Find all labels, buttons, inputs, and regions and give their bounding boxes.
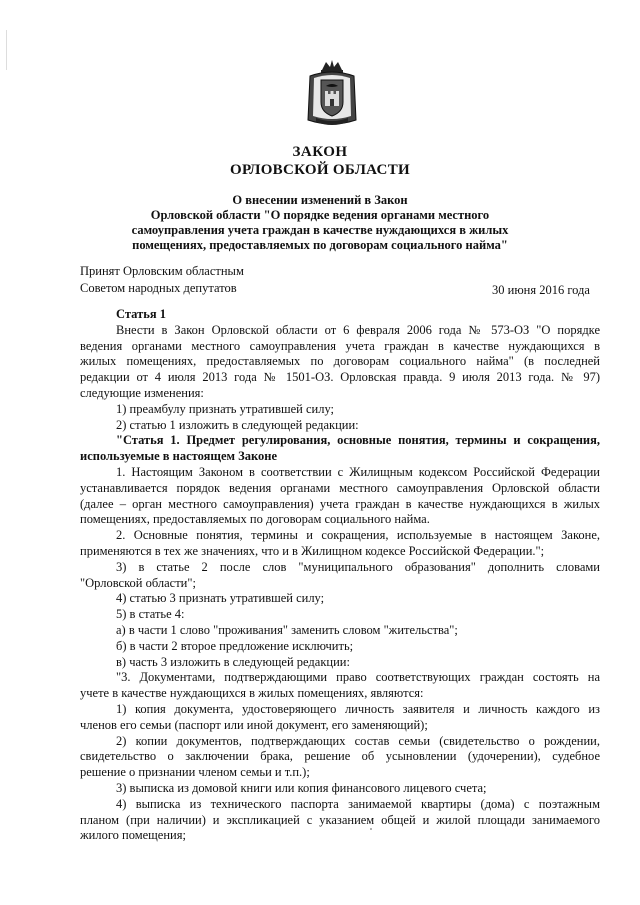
scan-edge-mark [6,30,7,70]
article-1-heading: "Статья 1. Предмет регулирования, основные понятия, термины и сокращения, [116,433,600,448]
paragraph-line: устанавливается порядок ведения органами местного самоуправления Орловской области [80,480,600,495]
paragraph-line: 2. Основные понятия, термины и сокращения, используемые в настоящем Законе, [116,528,600,543]
list-item: 4) статью 3 признать утратившей силу; [116,591,325,606]
list-item: планом (при наличии) и экспликацией с указанием общей и жилой площади занимаемого [80,812,600,827]
paragraph-line: ведения органами местного самоуправления учета граждан в качестве нуждающихся в [80,338,600,353]
coat-of-arms-icon [306,58,358,128]
list-item: 1) копия документа, удостоверяющего личность заявителя и личность каждого из [116,701,600,716]
paragraph-line: редакции от 4 июля 2013 года № 1501-ОЗ. Орловская правда. 9 июля 2013 года. № 97) [80,370,600,385]
subject-line: Орловской области "О порядке ведения органами местного [150,208,490,222]
list-item: 1) преамбулу признать утратившей силу; [116,401,335,416]
paragraph-line: помещениях, предоставляемых по договорам социального найма. [80,512,430,527]
scan-speck [370,828,372,830]
paragraph-line: следующие изменения: [80,385,204,400]
subject-line: самоуправления учета граждан в качестве нуждающихся в жилых [131,223,509,237]
paragraph-line: учете в качестве нуждающихся в жилых помещениях, являются: [80,686,424,701]
list-item: жилого помещения; [80,828,186,843]
paragraph-line: "3. Документами, подтверждающими право соответствующих граждан состоять на [116,670,600,685]
law-subject [0,193,640,253]
list-item: 4) выписка из технического паспорта занимаемой квартиры (дома) с поэтажным [116,796,600,811]
list-item: решение о признании членом семьи и т.п.); [80,765,310,780]
adoption-line: Принят Орловским областным [80,264,244,278]
list-item: 5) в статье 4: [116,607,185,622]
law-body [80,307,600,844]
list-item: членов его семьи (паспорт или иной документ, его заменяющий); [80,717,428,732]
paragraph-line: (далее – орган местного самоуправления) учета граждан в качестве нуждающихся в жилых [80,496,600,511]
adoption-date: 30 июня 2016 года [492,283,590,297]
list-item: а) в части 1 слово "проживания" заменить словом "жительства"; [116,622,458,637]
paragraph-line: 1. Настоящим Законом в соответствии с Жилищным кодексом Российской Федерации [116,464,600,479]
adoption-block [80,263,244,297]
list-item: 2) копии документов, подтверждающих состав семьи (свидетельство о рождении, [116,733,600,748]
list-item: 3) выписка из домовой книги или копия финансового лицевого счета; [116,780,487,795]
article-heading: Статья 1 [116,307,166,321]
paragraph-line: Внести в Закон Орловской области от 6 февраля 2006 года № 573-ОЗ "О порядке [116,322,600,337]
list-item: "Орловской области"; [80,575,196,590]
list-item: 2) статью 1 изложить в следующей редакции: [116,417,359,432]
paragraph-line: применяются в тех же значениях, что и в Жилищном кодексе Российской Федерации."; [80,543,545,558]
law-title: ЗАКОН [292,144,348,160]
list-item: 3) в статье 2 после слов "муниципального образования" дополнить словами [116,559,600,574]
article-1-heading: используемые в настоящем Законе [80,449,278,464]
adoption-line: Советом народных депутатов [80,281,237,295]
list-item: свидетельство о заключении брака, решение об усыновлении (удочерении), судебное [80,749,600,764]
list-item: б) в части 2 второе предложение исключить; [116,638,354,653]
subject-line: помещениях, предоставляемых по договорам социального найма" [132,238,508,252]
region-title: ОРЛОВСКОЙ ОБЛАСТИ [230,162,410,178]
paragraph-line: жилых помещениях, предоставляемых по договорам социального найма" (в последней [80,354,600,369]
subject-line: О внесении изменений в Закон [232,193,408,207]
list-item: в) часть 3 изложить в следующей редакции: [116,654,350,669]
